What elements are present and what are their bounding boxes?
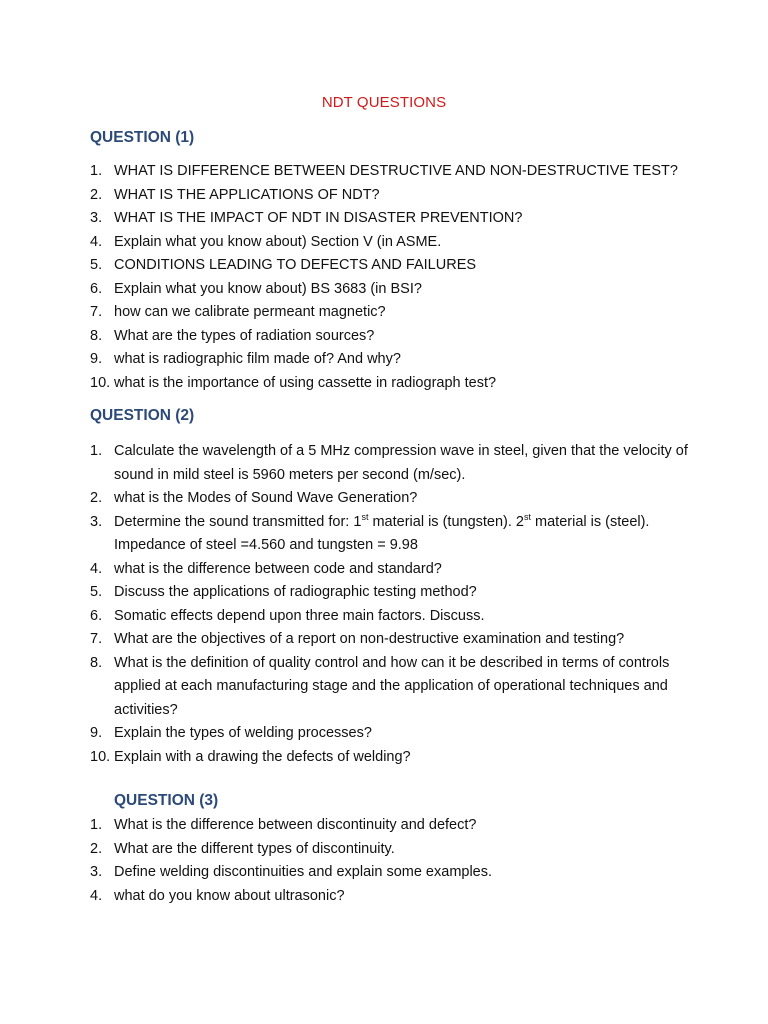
question-list-2 — [90, 440, 690, 769]
section-heading-2: QUESTION (2) — [90, 407, 195, 424]
list-item: 2. What are the different types of discontinuity. — [90, 840, 395, 857]
list-item: 6. Explain what you know about) BS 3683 (in BSI? — [90, 280, 422, 297]
list-item: 1. WHAT IS DIFFERENCE BETWEEN DESTRUCTIVE AND NON-DESTRUCTIVE TEST? — [90, 163, 678, 179]
list-item: 3. Define welding discontinuities and explain some examples. — [90, 864, 493, 880]
list-item: 1. What is the difference between discontinuity and defect? — [90, 817, 477, 833]
list-item: 4. what is the difference between code and standard? — [90, 560, 442, 577]
list-item: 5. CONDITIONS LEADING TO DEFECTS AND FAILURES — [90, 257, 477, 273]
list-item: 5. Discuss the applications of radiographic testing method? — [90, 584, 477, 600]
list-item: 1. Calculate the wavelength of a 5 MHz compression wave in steel, given that the velocity of sound in mild steel is 5960 meters per second (m/sec). — [90, 443, 688, 483]
list-item: 9. what is radiographic film made of? And why? — [90, 351, 401, 367]
list-item: 8. What are the types of radiation sources? — [90, 327, 375, 344]
question-list-3 — [90, 814, 690, 908]
list-item: 3. WHAT IS THE IMPACT OF NDT IN DISASTER PREVENTION? — [90, 210, 523, 226]
list-item: 7. how can we calibrate permeant magnetic? — [90, 304, 386, 320]
list-item: 4. what do you know about ultrasonic? — [90, 887, 345, 904]
list-item: 2. what is the Modes of Sound Wave Generation? — [90, 490, 418, 506]
list-item: 10. what is the importance of using cassette in radiograph test? — [90, 374, 497, 391]
list-item: 2. WHAT IS THE APPLICATIONS OF NDT? — [90, 186, 380, 203]
document-title: NDT QUESTIONS — [321, 94, 447, 111]
list-item: 10. Explain with a drawing the defects of welding? — [90, 748, 411, 765]
list-item: 7. What are the objectives of a report on non-destructive examination and testing? — [90, 631, 625, 647]
list-item: 4. Explain what you know about) Section V (in ASME. — [90, 233, 442, 250]
section-heading-1: QUESTION (1) — [90, 129, 195, 146]
list-item: 9. Explain the types of welding processes? — [90, 725, 372, 741]
section-heading-3: QUESTION (3) — [114, 792, 219, 809]
question-list-1 — [90, 160, 690, 395]
list-item: 6. Somatic effects depend upon three main factors. Discuss. — [90, 607, 485, 624]
list-item: 3. Determine the sound transmitted for: 1st material is (tungsten). 2st material is (steel). Impedance of steel =4.560 and tungsten = 9.98 — [90, 511, 650, 553]
list-item: 8. What is the definition of quality control and how can it be described in terms of controls applied at each manufacturing stage and the application of operational techniques and activities? — [90, 654, 670, 718]
